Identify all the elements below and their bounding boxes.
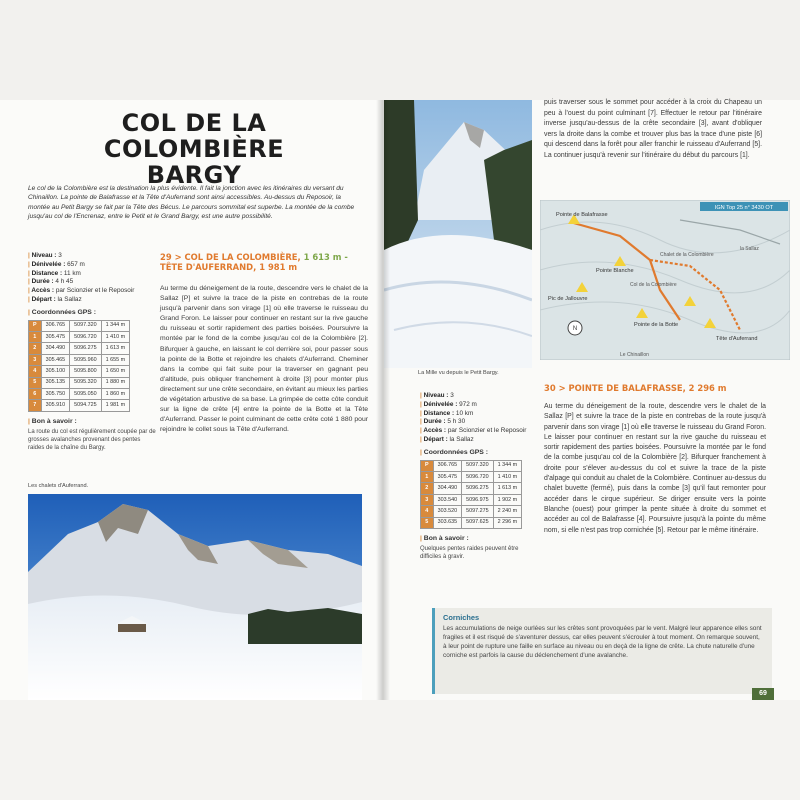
gps-cell: 5096.275 (462, 483, 493, 494)
gps-cell: 304.490 (433, 483, 462, 494)
gps-point: 4 (421, 506, 434, 517)
la-mille-photo (384, 100, 532, 368)
gps-cell: 5096.720 (462, 471, 493, 482)
gps-cell: 305.100 (41, 366, 70, 377)
gps-cell: 306.765 (41, 320, 70, 331)
corniche-title: Corniches (443, 613, 480, 622)
info-row (28, 252, 158, 261)
gps-row (29, 331, 130, 342)
gps-cell: 1 981 m (101, 400, 129, 411)
info-row (28, 278, 158, 287)
gps-point: 3 (29, 354, 42, 365)
info-value: 657 m (67, 260, 85, 268)
gps-row (29, 343, 130, 354)
info-value: la Sallaz (57, 295, 82, 303)
gps-cell: 2 240 m (493, 506, 521, 517)
info-key: | Départ : (28, 296, 56, 303)
map-label-balafrasse: Pointe de Balafrasse (556, 212, 608, 218)
gps-row (29, 388, 130, 399)
gps-cell: 305.910 (41, 400, 70, 411)
map-label-botte: Pointe de la Botte (634, 322, 679, 328)
left-page (0, 100, 392, 700)
info-key: | Accès : (28, 287, 54, 294)
gps-cell: 5095.800 (70, 366, 101, 377)
info-value: 3 (58, 252, 62, 259)
gps-row (421, 517, 522, 528)
gps-point: 4 (29, 366, 42, 377)
gps-point: 5 (421, 517, 434, 528)
svg-text:N: N (572, 326, 578, 332)
info-row (420, 418, 538, 427)
gps-table (28, 320, 130, 412)
gps-cell: 1 344 m (493, 460, 521, 471)
gps-row (421, 483, 522, 494)
gps-cell: 5094.725 (70, 400, 101, 411)
map-label-pointe-blanche: Pointe Blanche (596, 268, 634, 274)
info-row (28, 287, 158, 296)
info-value: par Scionzier et le Reposoir (55, 287, 135, 295)
gps-row (421, 494, 522, 505)
gps-point: 5 (29, 377, 42, 388)
map-label-auferrand: Tête d'Auferrand (716, 336, 758, 342)
info-row (28, 270, 158, 279)
gps-row (29, 377, 130, 388)
info-key: | Dénivelée : (28, 261, 65, 268)
chalets-photo (28, 494, 362, 700)
gps-cell: 1 613 m (493, 483, 521, 494)
gps-cell: 1 650 m (101, 366, 129, 377)
gps-table-right (420, 460, 522, 529)
gps-cell: 5096.720 (70, 331, 101, 342)
gps-row (29, 400, 130, 411)
route-map (540, 200, 790, 360)
gps-cell: 305.465 (41, 354, 70, 365)
info-key: | Niveau : (420, 392, 448, 399)
gps-cell: 5095.050 (70, 388, 101, 399)
table-surface (0, 700, 800, 800)
gps-cell: 5096.975 (462, 494, 493, 505)
gps-row (421, 506, 522, 517)
good-to-know-heading: | Bon à savoir : (28, 418, 158, 427)
good-to-know-text-right: Quelques pentes raides peuvent être difficiles à gravir. (420, 545, 519, 560)
gps-cell: 1 902 m (493, 494, 521, 505)
title-line-2: BARGY (146, 161, 242, 189)
gps-cell: 303.520 (433, 506, 462, 517)
info-row (420, 401, 538, 410)
title-line-1: COL DE LA COLOMBIÈRE (103, 109, 285, 163)
gps-cell: 2 296 m (493, 517, 521, 528)
gps-cell: 5097.320 (70, 320, 101, 331)
gps-point: 1 (29, 331, 42, 342)
gps-heading: | Coordonnées GPS : (28, 309, 158, 318)
gps-cell: 5095.960 (70, 354, 101, 365)
gps-cell: 1 655 m (101, 354, 129, 365)
gps-cell: 5097.320 (462, 460, 493, 471)
info-key: | Durée : (28, 278, 54, 285)
gps-cell: 1 410 m (101, 331, 129, 342)
gps-row (29, 354, 130, 365)
gps-cell: 306.765 (433, 460, 462, 471)
gps-point: 1 (421, 471, 434, 482)
info-key: | Niveau : (28, 252, 56, 259)
route-29-continued-text: puis traverser sous le sommet pour accéder à la croix du Chapeau un peu à l'ouest du point culminant [7]. Effectuer le retour par l'itinéraire inverse jusqu'au-dessus de la crête secondaire [3], avant d'obliquer vers la droite dans la combe et trouver plus bas la trace d'une piste [6] qui descend dans la forêt pour aller franchir le ruisseau d'Auferrand [5]. La continuer jusqu'à revenir sur l'itinéraire du début du parcours [1]. (544, 99, 762, 159)
info-key: | Distance : (420, 410, 454, 417)
gps-cell: 1 613 m (101, 343, 129, 354)
corniche-sidebar (432, 608, 772, 694)
gps-cell: 5095.320 (70, 377, 101, 388)
gps-cell: 304.490 (41, 343, 70, 354)
gps-point: 2 (421, 483, 434, 494)
gps-cell: 5097.275 (462, 506, 493, 517)
page-title (28, 109, 360, 189)
info-value: 11 km (63, 269, 81, 277)
gps-cell: 305.475 (433, 471, 462, 482)
gps-point: 3 (421, 494, 434, 505)
map-label-col: Col de la Colombière (630, 282, 677, 288)
good-to-know-text: La route du col est régulièrement coupée par de grosses avalanches provenant des pentes raides de la chaîne du Bargy. (28, 428, 156, 451)
info-row (28, 296, 158, 305)
map-label-chalet: Chalet de la Colombière (660, 252, 714, 258)
info-value: 5 h 30 (447, 418, 466, 426)
route-29-name-line2: TÊTE D'AUFERRAND, 1 981 m (160, 262, 298, 272)
left-info-box (28, 252, 158, 452)
forest-peak-photo-icon (384, 100, 532, 368)
route-30-heading: 30 > POINTE DE BALAFRASSE, 2 296 m (544, 383, 727, 393)
map-ign-label: IGN Top 25 n° 3430 OT (714, 205, 774, 211)
gps-cell: 5096.275 (70, 343, 101, 354)
gps-cell: 303.635 (433, 517, 462, 528)
info-value: par Scionzier et le Reposoir (447, 427, 527, 435)
info-row (420, 392, 538, 401)
gps-heading-right: | Coordonnées GPS : (420, 449, 538, 458)
gps-row (29, 320, 130, 331)
gps-row (29, 366, 130, 377)
gps-point: 2 (29, 343, 42, 354)
gps-cell: 305.475 (41, 331, 70, 342)
left-photo-caption: Les chalets d'Auferrand. (28, 483, 89, 489)
intro-paragraph: Le col de la Colombière est la destination la plus évidente. Il fait la jonction avec les itinéraires du versant du Chinaillon. La pointe de Balafrasse et la Tête d'Auferrand sont ainsi accessibles. Au-dessus du Reposoir, la montée au Petit Bargy se fait par la Tête des Bécus. Le parcours sommital est superbe. La montée de la combe jusqu'au col de l'Encrenaz, entre le Petit et le Grand Bargy, est une autre possibilité. (28, 185, 355, 220)
gps-cell: 5097.625 (462, 517, 493, 528)
gps-cell: 303.540 (433, 494, 462, 505)
info-row (420, 427, 538, 436)
route-29-text: Au terme du déneigement de la route, descendre vers le chalet de la Sallaz [P] et suivre la trace de la piste en contrebas de la route jusqu'à parvenir dans son virage [1] où elle traverse le ruisseau du Grand Foron. Le laisser pour continuer en restant sur la rive gauche du ruisseau et sortir rapidement des parties boisées. Poursuivre la montée par le fond de la combe jusqu'au col de la Colombière [2]. Bifurquer à gauche, en laissant le col derrière soi, pour passer sous la pointe de la Botte et rejoindre les chalets d'Auferrand. Cheminer dans la combe qui fait suite pour la traverser en gagnant peu d'altitude, puis obliquer franchement à droite [3] pour monter plus directement sur une crête secondaire, en évitant au mieux les parties de végétation arbustive de sa base. La grimpée de cette côte conduit sur la ligne de crête [4] entre la pointe de la Botte et la Tête d'Auferrand. Passer le point culminant de cette crête coté 1 880 pour rejoindre le collet sous la Tête d'Auferrand. (160, 285, 368, 434)
gps-cell: 1 344 m (101, 320, 129, 331)
info-key: | Durée : (420, 418, 446, 425)
gps-row (421, 471, 522, 482)
gps-row (421, 460, 522, 471)
right-photo-caption: La Mille vu depuis le Petit Bargy. (418, 370, 499, 376)
corniche-text: Les accumulations de neige ourlées sur les crêtes sont provoquées par le vent. Malgré leur apparence elles sont fragiles et il est risqué de s'aventurer dessus, car elles peuvent s'écrouler à tout moment. On remarque souvent, à leur point de rupture une faille en surface au niveau ou en deçà de la ligne de crête. La chute naturelle d'une corniche est parfois la cause du déclenchement d'une avalanche. (443, 625, 762, 659)
info-key: | Dénivelée : (420, 401, 457, 408)
info-key: | Accès : (420, 427, 446, 434)
info-value: la Sallaz (449, 435, 474, 443)
route-29-heading (160, 252, 370, 272)
gps-point: P (421, 460, 434, 471)
gps-point: 6 (29, 388, 42, 399)
info-value: 3 (450, 392, 454, 399)
info-row (420, 436, 538, 445)
route-29-name: 29 > COL DE LA COLOMBIÈRE, (160, 252, 301, 262)
info-value: 4 h 45 (55, 278, 74, 286)
gps-cell: 1 860 m (101, 388, 129, 399)
info-value: 10 km (455, 409, 474, 417)
gps-cell: 1 880 m (101, 377, 129, 388)
route-29-altitude: 1 613 m - (303, 252, 348, 262)
right-info-box (420, 392, 538, 561)
gps-cell: 305.750 (41, 388, 70, 399)
info-key: | Départ : (420, 436, 448, 443)
info-value: 972 m (459, 400, 477, 408)
map-label-sallaz: la Sallaz (740, 246, 759, 252)
info-row (28, 261, 158, 270)
page-number: 69 (752, 688, 774, 700)
info-row (420, 410, 538, 419)
mountain-snow-photo-icon (28, 494, 362, 700)
map-label-chinaillon: Le Chinaillon (620, 352, 649, 358)
gps-cell: 305.135 (41, 377, 70, 388)
gps-cell: 1 410 m (493, 471, 521, 482)
topo-map-icon (540, 200, 790, 360)
map-label-jallouvre: Pic de Jallouvre (548, 296, 588, 302)
gps-point: P (29, 320, 42, 331)
route-30-text: Au terme du déneigement de la route, descendre vers le chalet de la Sallaz [P] et suivre la trace de la piste en contrebas de la route jusqu'à parvenir dans son virage [1] où elle traverse le ruisseau du Grand Foron. Le laisser pour continuer en restant sur la rive gauche du ruisseau et sortir rapidement des parties boisées. Poursuivre la montée par le fond de la combe jusqu'au col de la Colombière [2]. Bifurquer franchement à droite pour s'élever au-dessus du col et suivre la trace de la piste d'alpage qui conduit au chalet de la Colombière. Continuer au-dessus du chalet buvette (fermé), puis dans la combe [3] qu'il faut remonter pour accéder dans le cirque supérieur. Se diriger ensuite vers la pointe Blanche (ouest) pour grimper la pente située à droite du sommet et accéder au col de Balafrasse [4]. Poursuivre jusqu'à la pointe du même nom, si elle n'est pas trop cornichée [5]. Retour par le même itinéraire. (544, 403, 766, 534)
info-key: | Distance : (28, 270, 62, 277)
gps-point: 7 (29, 400, 42, 411)
good-to-know-heading-right: | Bon à savoir : (420, 535, 538, 544)
book-spine (376, 100, 390, 700)
